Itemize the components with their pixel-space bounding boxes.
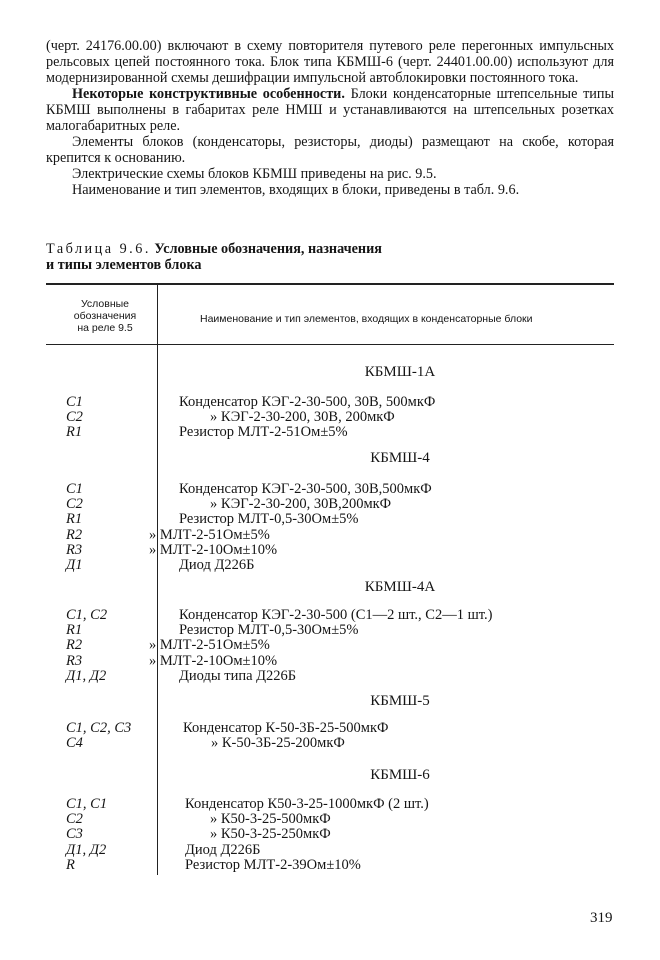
table-row — [0, 857, 660, 873]
element-designation: Д1, Д2 — [66, 841, 107, 858]
table-row — [0, 653, 660, 669]
table-caption-line1: Условные обозначения, назначения — [150, 241, 382, 257]
element-designation: R1 — [66, 622, 83, 639]
table-row — [0, 842, 660, 858]
element-designation: R2 — [66, 526, 83, 543]
element-description: Диод Д226Б — [185, 841, 261, 858]
element-description: Конденсатор КЭГ-2-30-500, 30В, 500мкФ — [179, 394, 436, 410]
table-row — [0, 424, 660, 440]
table-row — [0, 735, 660, 751]
intro-text — [46, 38, 614, 198]
table-row — [0, 394, 660, 410]
element-description: » К50-3-25-250мкФ — [210, 826, 331, 843]
table-row — [0, 796, 660, 812]
table-row — [0, 607, 660, 623]
intro-paragraph-3: Элементы блоков (конденсаторы, резисторы, диоды) размещают на скобе, которая крепится к основанию. — [46, 134, 614, 166]
element-description: Конденсатор К-50-3Б-25-500мкФ — [183, 720, 389, 736]
element-description: Резистор МЛТ-2-51Ом±5% — [179, 424, 348, 441]
element-designation: C4 — [66, 735, 83, 752]
element-designation: C2 — [66, 409, 83, 426]
block-title: КБМШ-1А — [364, 364, 436, 380]
element-designation: C2 — [66, 811, 83, 828]
section-lead: Некоторые конструктивные особенности. — [72, 86, 345, 102]
intro-paragraph-1: (черт. 24176.00.00) включают в схему повторителя путевого реле перегонных импульсных рельсовых цепей постоянного тока. Блок типа КБМШ-6 (черт. 24401.00.00) используют для модернизированной схемы дешифрации импульсной автоблокировки постоянного тока. — [46, 38, 614, 86]
element-designation: C1, C2 — [66, 607, 108, 623]
element-description: Конденсатор КЭГ-2-30-500, 30В,500мкФ — [179, 481, 432, 497]
table-header-elements: Наименование и тип элементов, входящих в конденсаторные блоки — [200, 313, 533, 325]
element-designation: C3 — [66, 826, 83, 843]
table-header-designations — [60, 298, 150, 334]
element-designation: Д1 — [66, 557, 83, 573]
element-description: » К50-3-25-500мкФ — [210, 811, 331, 828]
section-lead-rest: Блоки конденсаторные штепсельные типы КБМШ выполнены в габаритах реле НМШ и устанавливаются на штепсельных розетках малогабаритных реле. — [46, 86, 614, 134]
element-designation: R3 — [66, 541, 83, 558]
header-left-line: на реле 9.5 — [77, 322, 133, 334]
table-row — [0, 409, 660, 425]
element-description: Конденсатор КЭГ-2-30-500 (C1—2 шт., C2—1 шт.) — [179, 607, 493, 623]
block-title: КБМШ-4А — [364, 579, 436, 595]
table-row — [0, 826, 660, 842]
block-title: КБМШ-4 — [370, 450, 430, 466]
element-description: » КЭГ-2-30-200, 30В,200мкФ — [210, 496, 392, 513]
table-caption-prefix: Таблица 9.6. — [46, 241, 151, 257]
table-row — [0, 668, 660, 684]
element-description: Резистор МЛТ-2-39Ом±10% — [185, 856, 361, 873]
header-left-line: обозначения — [73, 310, 137, 322]
element-designation: R3 — [66, 652, 83, 669]
header-left-line: Условные — [80, 298, 130, 310]
element-description: Конденсатор К50-3-25-1000мкФ (2 шт.) — [185, 796, 429, 812]
table-caption-line2: и типы элементов блока — [46, 257, 202, 273]
table-row — [0, 622, 660, 638]
intro-paragraph-2 — [46, 86, 614, 134]
element-description: » МЛТ-2-10Ом±10% — [149, 541, 278, 558]
page-number: 319 — [590, 910, 613, 926]
element-description: Диод Д226Б — [179, 557, 255, 573]
table-top-rule — [46, 283, 614, 285]
element-description: » МЛТ-2-51Ом±5% — [149, 526, 270, 543]
table-row — [0, 720, 660, 736]
element-designation: R2 — [66, 637, 83, 654]
element-description: Диоды типа Д226Б — [179, 667, 297, 684]
table-column-divider — [157, 283, 158, 875]
element-description: Резистор МЛТ-0,5-30Ом±5% — [179, 622, 359, 639]
table-caption — [46, 241, 614, 273]
intro-paragraph-5: Наименование и тип элементов, входящих в блоки, приведены в табл. 9.6. — [72, 182, 520, 198]
table-row — [0, 637, 660, 653]
table-row — [0, 496, 660, 512]
table-row — [0, 481, 660, 497]
element-designation: C1 — [66, 394, 83, 410]
table-row — [0, 811, 660, 827]
block-title: КБМШ-6 — [370, 767, 430, 783]
table-row — [0, 542, 660, 558]
element-designation: R1 — [66, 424, 83, 441]
element-designation: R1 — [66, 511, 83, 528]
element-designation: Д1, Д2 — [66, 667, 107, 684]
table-row — [0, 527, 660, 543]
intro-paragraph-4: Электрические схемы блоков КБМШ приведены на рис. 9.5. — [72, 166, 437, 182]
element-description: » К-50-3Б-25-200мкФ — [211, 735, 345, 752]
table-header-rule — [46, 344, 614, 345]
element-description: » МЛТ-2-51Ом±5% — [149, 637, 270, 654]
element-designation: C2 — [66, 496, 83, 513]
element-description: » КЭГ-2-30-200, 30В, 200мкФ — [210, 409, 395, 426]
element-designation: C1, C1 — [66, 796, 108, 812]
element-designation: C1 — [66, 481, 83, 497]
element-description: » МЛТ-2-10Ом±10% — [149, 652, 278, 669]
table-row — [0, 511, 660, 527]
element-description: Резистор МЛТ-0,5-30Ом±5% — [179, 511, 359, 528]
block-title: КБМШ-5 — [370, 693, 430, 709]
table-row — [0, 557, 660, 573]
element-designation: C1, C2, C3 — [66, 720, 132, 736]
element-designation: R — [66, 856, 75, 873]
